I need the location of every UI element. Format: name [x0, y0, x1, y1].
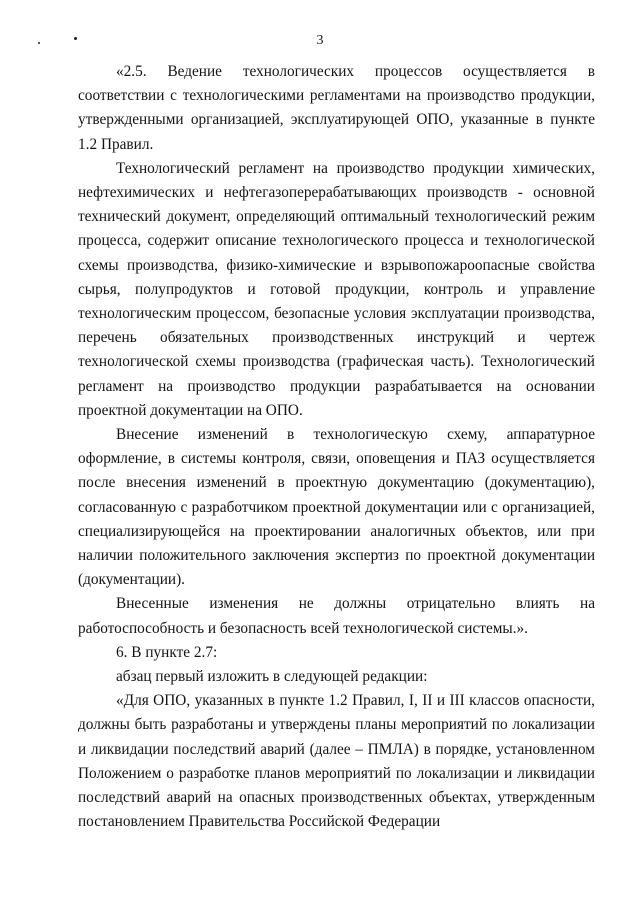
- paragraph-item-6: 6. В пункте 2.7:: [116, 643, 218, 661]
- paragraph-first-abzac: абзац первый изложить в следующей редакции:: [116, 668, 428, 686]
- paragraph-2-5: «2.5. Ведение технологических процессов осуществляется в соответствии с технологическими регламентами на производство продукции, утвержденными организацией, эксплуатирующей ОПО, указанные в пункте 1.2 Правил.: [78, 63, 595, 153]
- paragraph-changes-effect: Внесенные изменения не должны отрицательно влиять на работоспособность и безопасность всей технологической системы.».: [78, 595, 595, 637]
- paragraph-tech-regulation: Технологический регламент на производство продукции химических, нефтехимических и нефтегазоперерабатывающих производств - основной технический документ, определяющий оптимальный технологический режим процесса, содержит описание технологического процесса и технологической схемы производства, физико-химические и взрывопожароопасные свойства сырья, полупродуктов и готовой продукции, контроль и управление технологическим процессом, безопасные условия эксплуатации производства, перечень обязательных производственных инструкций и чертеж технологической схемы производства (графическая часть). Технологический регламент на производство продукции разрабатывается на основании проектной документации на ОПО.: [78, 159, 595, 419]
- document-body: [78, 60, 595, 835]
- paragraph-changes: Внесение изменений в технологическую схему, аппаратурное оформление, в системы контроля, связи, оповещения и ПАЗ осуществляется после внесения изменений в проектную документацию (документацию), согласованную с разработчиком проектной документации или с организацией, специализирующейся на проектировании аналогичных объектов, или при наличии положительного заключения экспертиз по проектной документации (документации).: [78, 426, 595, 589]
- page-number: 3: [316, 33, 324, 48]
- paragraph-pmla: «Для ОПО, указанных в пункте 1.2 Правил, I, II и III классов опасности, должны быть разработаны и утверждены планы мероприятий по локализации и ликвидации последствий аварий (далее – ПМЛА) в порядке, установленном Положением о разработке планов мероприятий по локализации и ликвидации последствий аварий на опасных производственных объектах, утвержденным постановлением Правительства Российской Федерации: [78, 692, 595, 831]
